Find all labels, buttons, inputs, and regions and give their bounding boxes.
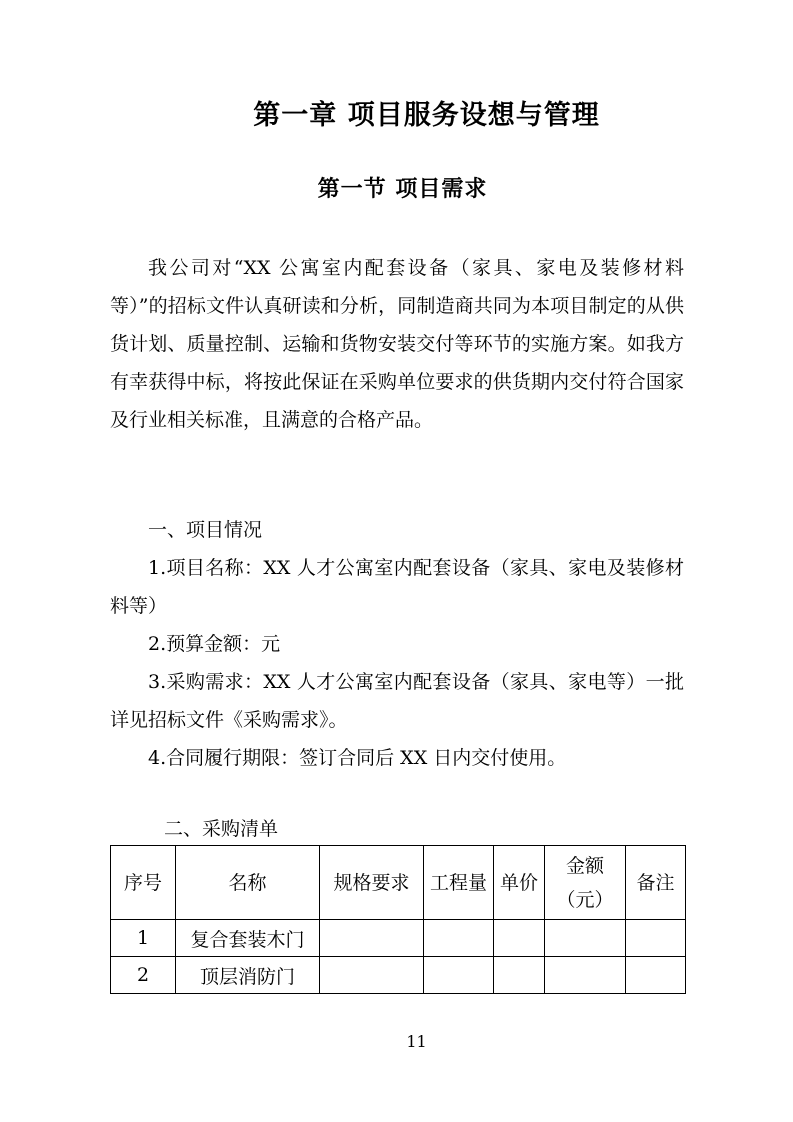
purchase-table xyxy=(110,845,686,994)
project-info-item: 1.项目名称：XX 人才公寓室内配套设备（家具、家电及装修材料等） xyxy=(110,557,684,617)
cell-unit-price xyxy=(494,957,545,994)
cell-spec xyxy=(320,920,424,957)
project-info-item: 4.合同履行期限：签订合同后 XX 日内交付使用。 xyxy=(148,747,567,769)
cell-amount xyxy=(545,957,626,994)
cell-name: 复合套装木门 xyxy=(176,920,320,957)
column-header-index: 序号 xyxy=(111,846,176,920)
cell-unit-price xyxy=(494,920,545,957)
column-header-spec: 规格要求 xyxy=(320,846,424,920)
column-header-quantity: 工程量 xyxy=(424,846,494,920)
column-header-remarks: 备注 xyxy=(626,846,686,920)
amount-header-line2: （元） xyxy=(556,888,614,911)
cell-quantity xyxy=(424,957,494,994)
project-info-heading: 一、项目情况 xyxy=(148,519,263,541)
cell-remarks xyxy=(626,957,686,994)
project-info-item: 2.预算金额：元 xyxy=(148,633,281,655)
cell-spec xyxy=(320,957,424,994)
section-title: 第一节 项目需求 xyxy=(317,177,488,202)
chapter-title: 第一章 项目服务设想与管理 xyxy=(253,100,600,131)
table-row xyxy=(111,957,686,994)
project-info-section xyxy=(110,511,684,777)
column-header-name: 名称 xyxy=(176,846,320,920)
amount-header-line1: 金额 xyxy=(565,854,604,877)
project-info-item: 3.采购需求：XX 人才公寓室内配套设备（家具、家电等）一批详见招标文件《采购需求》。 xyxy=(110,671,684,731)
purchase-list-heading: 二、采购清单 xyxy=(164,818,279,840)
cell-amount xyxy=(545,920,626,957)
cell-index: 2 xyxy=(111,957,176,994)
intro-paragraph: 我公司对“XX 公寓室内配套设备（家具、家电及装修材料等）”的招标文件认真研读和分析，同制造商共同为本项目制定的从供货计划、质量控制、运输和货物安装交付等环节的实施方案。如我方有幸获得中标，将按此保证在采购单位要求的供货期内交付符合国家及行业相关标准，且满意的合格产品。 xyxy=(110,257,684,431)
page-number: 11 xyxy=(406,1032,427,1051)
column-header-amount xyxy=(545,846,626,920)
cell-quantity xyxy=(424,920,494,957)
column-header-unit-price: 单价 xyxy=(494,846,545,920)
cell-name: 顶层消防门 xyxy=(176,957,320,994)
cell-remarks xyxy=(626,920,686,957)
cell-index: 1 xyxy=(111,920,176,957)
table-header-row xyxy=(111,846,686,920)
table-row xyxy=(111,920,686,957)
